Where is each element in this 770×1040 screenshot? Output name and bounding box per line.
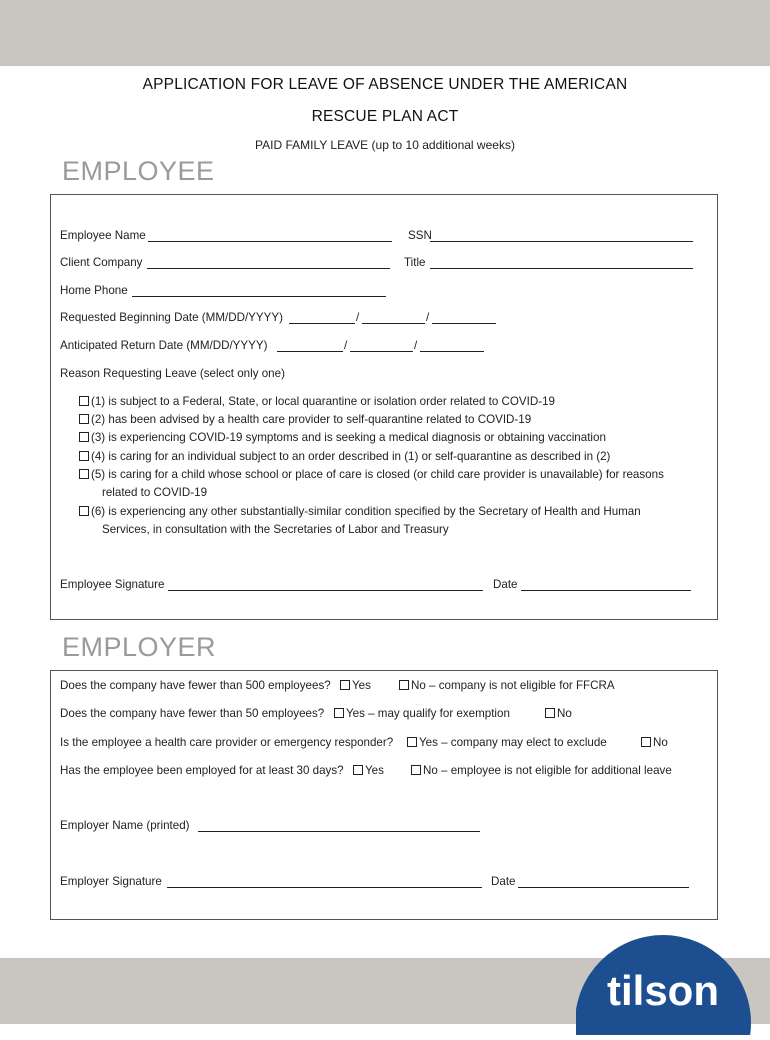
employer-date-label: Date: [491, 875, 516, 888]
return-date-day-field[interactable]: [350, 351, 413, 352]
employee-name-field[interactable]: [148, 241, 392, 242]
title-label: Title: [404, 256, 426, 269]
client-company-label: Client Company: [60, 256, 143, 269]
date-separator: /: [414, 339, 418, 352]
checkbox-icon[interactable]: [641, 737, 651, 747]
employer-signature-label: Employer Signature: [60, 875, 162, 888]
reason-option-3[interactable]: (3) is experiencing COVID-19 symptoms and is seeking a medical diagnosis or obtaining vaccination: [79, 431, 606, 445]
reason-option-6-continued: Services, in consultation with the Secretaries of Labor and Treasury: [102, 523, 449, 536]
checkbox-icon[interactable]: [407, 737, 417, 747]
date-separator: /: [426, 311, 430, 324]
checkbox-icon[interactable]: [79, 414, 89, 424]
return-date-month-field[interactable]: [277, 351, 343, 352]
employer-name-label: Employer Name (printed): [60, 819, 190, 832]
checkbox-icon[interactable]: [79, 396, 89, 406]
employer-date-field[interactable]: [518, 887, 689, 888]
reason-option-5-continued: related to COVID-19: [102, 486, 208, 499]
question-health-care-provider: Is the employee a health care provider or emergency responder?: [60, 736, 394, 749]
begin-date-label: Requested Beginning Date (MM/DD/YYYY): [60, 311, 283, 324]
employee-date-field[interactable]: [521, 590, 691, 591]
return-date-year-field[interactable]: [420, 351, 484, 352]
q3-yes-option[interactable]: Yes – company may elect to exclude: [407, 736, 607, 750]
date-separator: /: [356, 311, 360, 324]
reason-option-1[interactable]: (1) is subject to a Federal, State, or local quarantine or isolation order related to COVID-19: [79, 395, 555, 409]
home-phone-field[interactable]: [132, 296, 386, 297]
checkbox-icon[interactable]: [79, 451, 89, 461]
checkbox-icon[interactable]: [340, 680, 350, 690]
employee-signature-field[interactable]: [168, 590, 483, 591]
form-title-line1: APPLICATION FOR LEAVE OF ABSENCE UNDER THE AMERICAN: [142, 76, 628, 93]
checkbox-icon[interactable]: [79, 506, 89, 516]
question-30-days: Has the employee been employed for at least 30 days?: [60, 764, 344, 777]
begin-date-month-field[interactable]: [289, 323, 355, 324]
logo-text: tilson: [607, 967, 719, 1014]
checkbox-icon[interactable]: [399, 680, 409, 690]
q1-no-option[interactable]: No – company is not eligible for FFCRA: [399, 679, 615, 693]
title-field[interactable]: [430, 268, 693, 269]
begin-date-year-field[interactable]: [432, 323, 496, 324]
employee-signature-label: Employee Signature: [60, 578, 165, 591]
q4-yes-option[interactable]: Yes: [353, 764, 384, 778]
employer-signature-field[interactable]: [167, 887, 482, 888]
employee-date-label: Date: [493, 578, 518, 591]
q2-yes-option[interactable]: Yes – may qualify for exemption: [334, 707, 510, 721]
question-500-employees: Does the company have fewer than 500 employees?: [60, 679, 331, 692]
employer-section-heading: EMPLOYER: [62, 632, 217, 662]
q4-no-option[interactable]: No – employee is not eligible for additional leave: [411, 764, 672, 778]
q2-no-option[interactable]: No: [545, 707, 572, 721]
reason-option-4[interactable]: (4) is caring for an individual subject to an order described in (1) or self-quarantine as described in (2): [79, 450, 610, 464]
ssn-label: SSN: [408, 229, 432, 242]
return-date-label: Anticipated Return Date (MM/DD/YYYY): [60, 339, 268, 352]
begin-date-day-field[interactable]: [362, 323, 425, 324]
decorative-top-band: [0, 0, 770, 66]
checkbox-icon[interactable]: [353, 765, 363, 775]
question-50-employees: Does the company have fewer than 50 employees?: [60, 707, 325, 720]
date-separator: /: [344, 339, 348, 352]
q3-no-option[interactable]: No: [641, 736, 668, 750]
q1-yes-option[interactable]: Yes: [340, 679, 371, 693]
reason-option-2[interactable]: (2) has been advised by a health care provider to self-quarantine related to COVID-19: [79, 413, 531, 427]
reason-label: Reason Requesting Leave (select only one): [60, 367, 285, 380]
employee-name-label: Employee Name: [60, 229, 146, 242]
reason-option-6[interactable]: (6) is experiencing any other substantially-similar condition specified by the Secretary of Health and Human: [79, 505, 641, 519]
checkbox-icon[interactable]: [411, 765, 421, 775]
employer-name-field[interactable]: [198, 831, 480, 832]
reason-option-5[interactable]: (5) is caring for a child whose school or place of care is closed (or child care provider is unavailable) for reasons: [79, 468, 664, 482]
checkbox-icon[interactable]: [79, 432, 89, 442]
ssn-field[interactable]: [430, 241, 693, 242]
home-phone-label: Home Phone: [60, 284, 128, 297]
employee-section-heading: EMPLOYEE: [62, 156, 215, 186]
checkbox-icon[interactable]: [79, 469, 89, 479]
form-title-line2: RESCUE PLAN ACT: [311, 108, 459, 125]
client-company-field[interactable]: [147, 268, 390, 269]
checkbox-icon[interactable]: [545, 708, 555, 718]
tilson-logo: [576, 935, 751, 1035]
checkbox-icon[interactable]: [334, 708, 344, 718]
form-subtitle: PAID FAMILY LEAVE (up to 10 additional weeks): [255, 138, 515, 152]
